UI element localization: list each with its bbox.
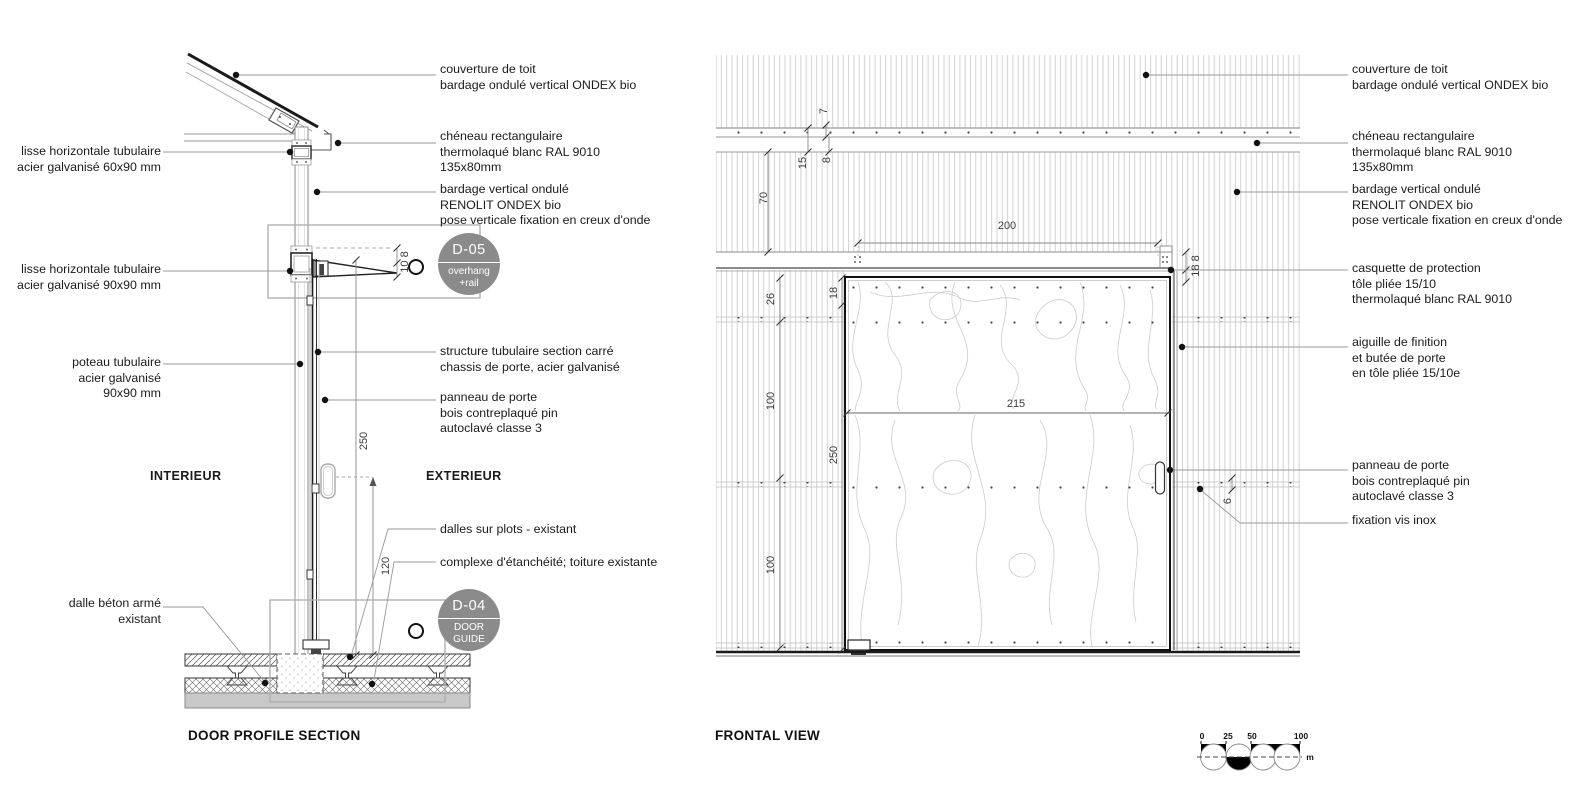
gutter-profile [311,130,331,150]
dim-top-26: 26 [765,292,777,306]
scalebar-tick-0: 0 [1199,731,1205,741]
lisse-60x90 [292,140,311,165]
scalebar-unit: m [1306,752,1314,762]
frontal-title: FRONTAL VIEW [715,728,821,743]
frontal-drawing [716,55,1348,656]
dim-top-18: 18 [828,286,840,300]
label-screw-fixing: fixation vis inox [1352,513,1437,527]
label-roof-covering-frontal: couverture de toit bardage ondulé vertical ONDEX bio [1352,62,1549,92]
dim-fix-6: 6 [1222,497,1234,505]
label-gutter: chéneau rectangulaire thermolaqué blanc RAL 9010 135x80mm [440,129,601,174]
label-roof-covering: couverture de toit bardage ondulé vertical ONDEX bio [440,62,637,92]
label-slabs-on-pedestals: dalles sur plots - existant [440,522,577,536]
detail-badge-d05: D-05 overhang +rail [438,233,500,295]
dim-rail-width-200: 200 [997,220,1017,232]
ground-line [716,652,1300,656]
scalebar-tick-25: 25 [1223,731,1233,741]
label-vertical-cladding: bardage vertical ondulé RENOLIT ONDEX bio pose verticale fixation en creux d'onde [440,182,651,227]
dim-top-70: 70 [758,191,770,205]
detail-badge-d04-id: D-04 [452,598,486,614]
label-door-panel-frontal: panneau de porte bois contreplaqué pin autoclavé classe 3 [1352,458,1470,503]
section-dimension-lines [353,257,377,659]
zone-label-exterior: EXTERIEUR [426,469,502,483]
wall-column [295,127,308,655]
scalebar-tick-50: 50 [1247,731,1257,741]
label-door-frame-structure: structure tubulaire section carré chassis de porte, acier galvanisé [440,344,620,374]
detail-badge-d05-id: D-05 [452,242,486,258]
door-handle [1156,462,1165,494]
dim-rail-8: 8 [821,156,833,164]
label-protection-cap: casquette de protection tôle pliée 15/10 thermolaqué blanc RAL 9010 [1352,261,1513,306]
detail-badge-d04: D-04 DOOR GUIDE [438,589,500,651]
scalebar-tick-100: 100 [1293,731,1309,741]
label-post: poteau tubulaire acier galvanisé 90x90 mm [72,355,161,400]
label-waterproofing: complexe d'étanchéité; toiture existante [440,555,658,569]
label-finishing-needle: aiguille de finition et butée de porte en tôle pliée 15/10e [1352,335,1461,380]
door-leaf-section [307,259,371,653]
label-gutter-frontal: chéneau rectangulaire thermolaqué blanc RAL 9010 135x80mm [1352,129,1513,174]
dim-rail-7: 7 [818,107,830,115]
dim-handle-height-section: 120 [380,556,392,576]
label-vertical-cladding-frontal: bardage vertical ondulé RENOLIT ONDEX bio pose verticale fixation en creux d'onde [1352,182,1563,227]
label-lisse-90x90: lisse horizontale tubulaire acier galvanisé 90x90 mm [17,262,161,292]
dim-mid-100: 100 [765,391,777,411]
dim-door-width-215: 215 [1006,398,1026,410]
gutter-band [716,128,1300,152]
door-panel [844,271,1178,655]
label-concrete-slab: dalle béton armé existant [68,596,161,626]
label-door-panel-section: panneau de porte bois contreplaqué pin autoclavé classe 3 [440,390,558,435]
dim-rail-15: 15 [797,156,809,170]
floor-build-up [185,640,470,708]
label-lisse-60x90: lisse horizontale tubulaire acier galvanisé 60x90 mm [17,144,161,174]
dim-overhang-section: 10 8 [399,251,411,273]
section-title: DOOR PROFILE SECTION [188,728,361,743]
dim-casquette-18-8: 18 8 [1190,255,1202,277]
dim-door-height-frontal: 250 [828,445,840,465]
dim-bottom-100: 100 [765,555,777,575]
section-drawing [163,54,480,708]
zone-label-interior: INTERIEUR [150,469,222,483]
dim-door-height-section: 250 [358,431,370,451]
scale-bar [1197,741,1302,770]
